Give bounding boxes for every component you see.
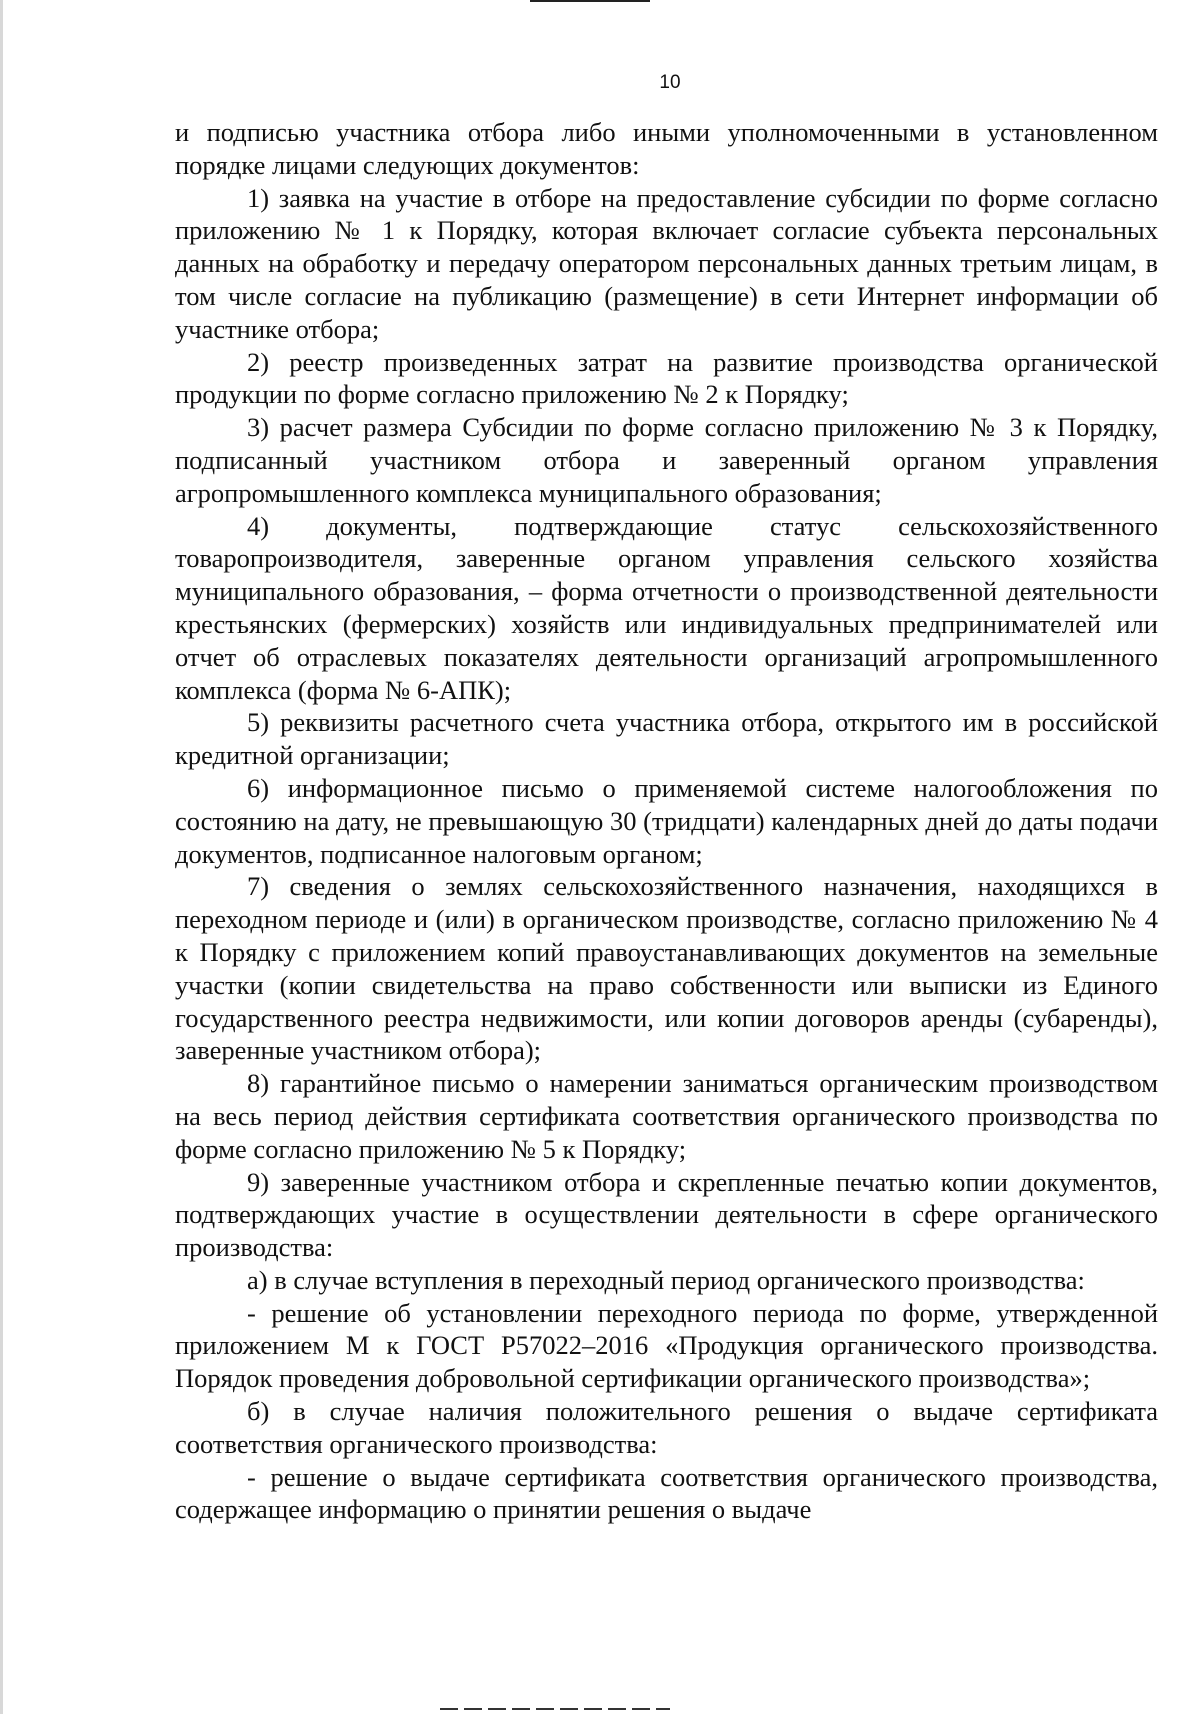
paragraph-intro: и подписью участника отбора либо иными уполномоченными в установленном порядке лицами следующих документов: — [175, 117, 1158, 180]
sub-item-b: б) в случае наличия положительного решения о выдаче сертификата соответствия органического производства: — [175, 1396, 1158, 1459]
list-item-3: 3) расчет размера Субсидии по форме согласно приложению № 3 к Порядку, подписанный участником отбора и заверенный органом управления агропромышленного комплекса муниципального образования; — [175, 412, 1158, 508]
list-item-7: 7) сведения о землях сельскохозяйственного назначения, находящихся в переходном периоде и (или) в органическом производстве, согласно приложению № 4 к Порядку с приложением копий правоустанавливающих документов на земельные участки (копии свидетельства на право собственности или выписки из Единого государственного реестра недвижимости, или копии договоров аренды (субаренды), заверенные участником отбора); — [175, 871, 1158, 1066]
list-item-5: 5) реквизиты расчетного счета участника отбора, открытого им в российской кредитной организации; — [175, 707, 1158, 771]
list-item-6: 6) информационное письмо о применяемой системе налогообложения по состоянию на дату, не превышающую 30 (тридцати) календарных дней до даты подачи документов, подписанное налоговым органом; — [175, 772, 1158, 869]
document-body — [175, 116, 1158, 1526]
list-item-1: 1) заявка на участие в отборе на предоставление субсидии по форме согласно приложению № 1 к Порядку, которая включает согласие субъекта персональных данных на обработку и передачу оператором персональных данных третьим лицам, в том числе согласие на публикацию (размещение) в сети Интернет информации об участнике отбора; — [175, 182, 1158, 344]
page-number: 10 — [659, 72, 681, 93]
scan-top-mark — [530, 0, 650, 2]
list-item-8: 8) гарантийное письмо о намерении заниматься органическим производством на весь период действия сертификата соответствия органического производства по форме согласно приложению № 5 к Порядку; — [175, 1068, 1158, 1164]
sub-item-a: а) в случае вступления в переходный период органического производства: — [247, 1264, 1085, 1295]
list-item-9: 9) заверенные участником отбора и скрепленные печатью копии документов, подтверждающих участие в осуществлении деятельности в сфере органического производства: — [175, 1166, 1158, 1263]
list-item-4: 4) документы, подтверждающие статус сельскохозяйственного товаропроизводителя, заверенные органом управления сельского хозяйства муниципального образования, – форма отчетности о производственной деятельности крестьянских (фермерских) хозяйств или индивидуальных предпринимателей или отчет об отраслевых показателях деятельности организаций агропромышленного комплекса (форма № 6-АПК); — [175, 510, 1158, 705]
sub-item-b-bullet: - решение о выдаче сертификата соответствия органического производства, содержащее информацию о принятии решения о выдаче — [175, 1461, 1158, 1525]
scan-left-edge — [0, 0, 3, 1714]
sub-item-a-bullet: - решение об установлении переходного периода по форме, утвержденной приложением М к ГОСТ Р57022–2016 «Продукция органического производства. Порядок проведения добровольной сертификации органического производства»; — [175, 1297, 1158, 1394]
scan-bottom-mark — [440, 1708, 670, 1710]
list-item-2: 2) реестр произведенных затрат на развитие производства органической продукции по форме согласно приложению № 2 к Порядку; — [175, 346, 1158, 410]
